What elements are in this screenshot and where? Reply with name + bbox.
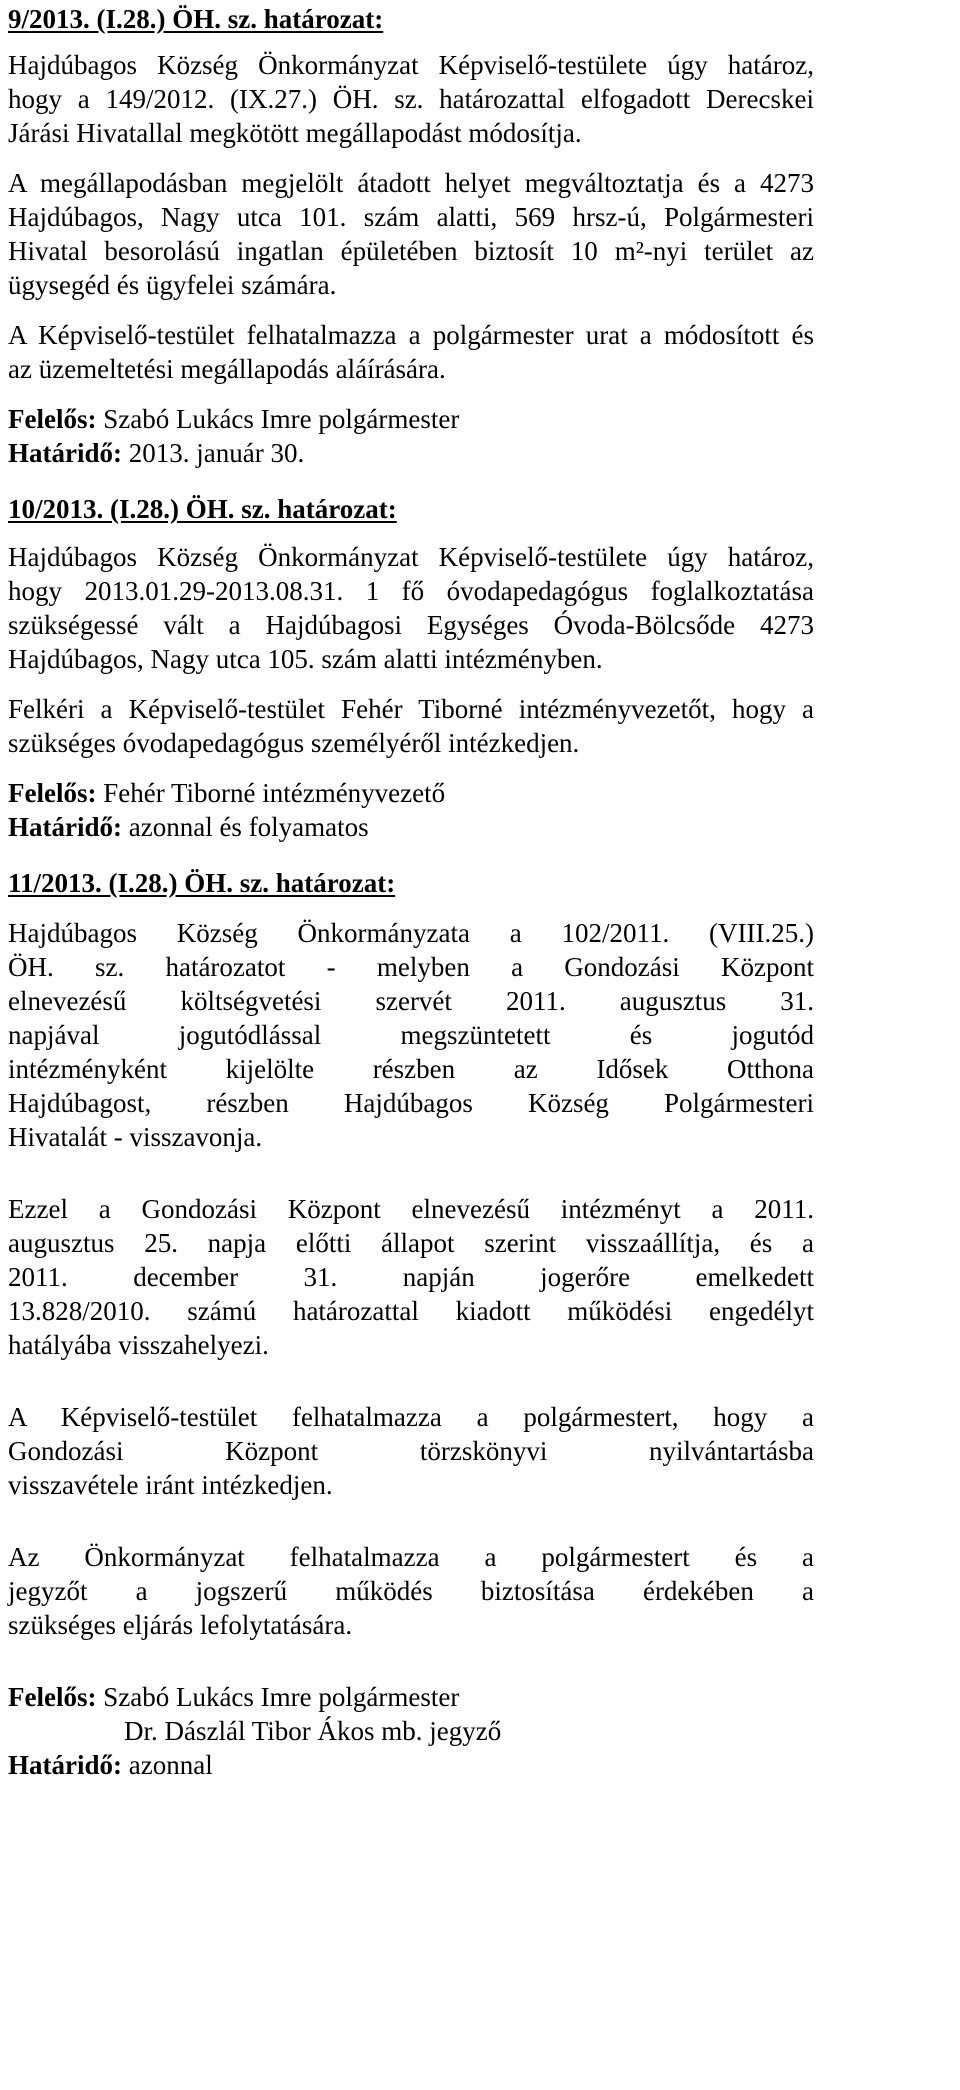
text-line: A megállapodásban megjelölt átadott helyet megváltoztatja és a 4273 <box>8 168 814 198</box>
text-line: napjával jogutódlással megszüntetett és jogutód <box>8 1020 814 1050</box>
resolution-heading: 11/2013. (I.28.) ÖH. sz. határozat: <box>8 868 396 898</box>
deadline-line <box>8 436 814 470</box>
resolution-10-2013 <box>8 492 814 844</box>
responsible-label: Felelős: <box>8 404 97 434</box>
text-line: elnevezésű költségvetési szervét 2011. augusztus 31. <box>8 986 814 1016</box>
text-line: Hajdúbagos, Nagy utca 105. szám alatti intézményben. <box>8 644 603 674</box>
resolution-11-2013 <box>8 866 814 1782</box>
resolution-9-2013 <box>8 2 814 470</box>
text-line: ÖH. sz. határozatot - melyben a Gondozási Központ <box>8 952 814 982</box>
deadline-value: azonnal <box>128 1750 213 1780</box>
text-line: Hajdúbagost, részben Hajdúbagos Község Polgármesteri <box>8 1088 814 1118</box>
deadline-label: Határidő: <box>8 1750 122 1780</box>
resolution-paragraph <box>8 540 814 676</box>
text-line: szükséges óvodapedagógus személyéről intézkedjen. <box>8 728 580 758</box>
deadline-value: 2013. január 30. <box>128 438 305 468</box>
text-line: jegyzőt a jogszerű működés biztosítása érdekében a <box>8 1576 814 1606</box>
text-line: szükséges eljárás lefolytatására. <box>8 1610 353 1640</box>
text-line: Ezzel a Gondozási Központ elnevezésű intézményt a 2011. <box>8 1194 814 1224</box>
text-line: Felkéri a Képviselő-testület Fehér Tiborné intézményvezetőt, hogy a <box>8 694 814 724</box>
deadline-label: Határidő: <box>8 438 122 468</box>
text-line: Gondozási Központ törzskönyvi nyilvántartásba <box>8 1436 814 1466</box>
text-line: az üzemeltetési megállapodás aláírására. <box>8 354 446 384</box>
text-line: ügysegéd és ügyfelei számára. <box>8 270 337 300</box>
responsible-line <box>8 402 814 436</box>
deadline-value: azonnal és folyamatos <box>128 812 369 842</box>
resolution-paragraph <box>8 1540 814 1642</box>
resolution-heading: 9/2013. (I.28.) ÖH. sz. határozat: <box>8 4 384 34</box>
text-line: 13.828/2010. számú határozattal kiadott működési engedélyt <box>8 1296 814 1326</box>
text-line: Hajdúbagos Község Önkormányzat Képviselő-testülete úgy határoz, <box>8 542 814 572</box>
resolution-paragraph <box>8 692 814 760</box>
text-line: visszavétele iránt intézkedjen. <box>8 1470 333 1500</box>
responsible-line <box>8 1680 814 1714</box>
text-line: Hivatal besorolású ingatlan épületében biztosít 10 m²-nyi terület az <box>8 236 814 266</box>
text-line: szükségessé vált a Hajdúbagosi Egységes Óvoda-Bölcsőde 4273 <box>8 610 814 640</box>
text-line: 2011. december 31. napján jogerőre emelkedett <box>8 1262 814 1292</box>
responsible-value: Szabó Lukács Imre polgármester <box>103 404 460 434</box>
text-line: A Képviselő-testület felhatalmazza a polgármestert, hogy a <box>8 1402 814 1432</box>
deadline-line <box>8 1748 814 1782</box>
resolution-paragraph <box>8 318 814 386</box>
responsible-value: Szabó Lukács Imre polgármester <box>103 1682 460 1712</box>
responsible-line <box>8 776 814 810</box>
text-line: Hajdúbagos, Nagy utca 101. szám alatti, 569 hrsz-ú, Polgármesteri <box>8 202 814 232</box>
text-line: A Képviselő-testület felhatalmazza a polgármester urat a módosított és <box>8 320 814 350</box>
text-line: Az Önkormányzat felhatalmazza a polgármestert és a <box>8 1542 814 1572</box>
deadline-label: Határidő: <box>8 812 122 842</box>
resolution-paragraph <box>8 916 814 1154</box>
text-line: hatályába visszahelyezi. <box>8 1330 269 1360</box>
document-body <box>8 2 814 1782</box>
text-line: Hajdúbagos Község Önkormányzata a 102/2011. (VIII.25.) <box>8 918 814 948</box>
text-line: Hivatalát - visszavonja. <box>8 1122 263 1152</box>
resolution-paragraph <box>8 166 814 302</box>
responsible-value: Fehér Tiborné intézményvezető <box>103 778 446 808</box>
text-line: intézményként kijelölte részben az Idősek Otthona <box>8 1054 814 1084</box>
text-line: augusztus 25. napja előtti állapot szerint visszaállítja, és a <box>8 1228 814 1258</box>
resolution-heading: 10/2013. (I.28.) ÖH. sz. határozat: <box>8 494 397 524</box>
text-line: Járási Hivatallal megkötött megállapodást módosítja. <box>8 118 582 148</box>
resolution-paragraph <box>8 1400 814 1502</box>
text-line: hogy 2013.01.29-2013.08.31. 1 fő óvodapedagógus foglalkoztatása <box>8 576 814 606</box>
responsible-label: Felelős: <box>8 1682 97 1712</box>
responsible-label: Felelős: <box>8 778 97 808</box>
resolution-paragraph <box>8 1192 814 1362</box>
text-line: Hajdúbagos Község Önkormányzat Képviselő-testülete úgy határoz, <box>8 50 814 80</box>
resolution-paragraph <box>8 48 814 150</box>
text-line: hogy a 149/2012. (IX.27.) ÖH. sz. határozattal elfogadott Derecskei <box>8 84 814 114</box>
deadline-line <box>8 810 814 844</box>
responsible-second-line <box>8 1714 814 1748</box>
responsible-value-2: Dr. Dászlál Tibor Ákos mb. jegyző <box>124 1716 502 1746</box>
